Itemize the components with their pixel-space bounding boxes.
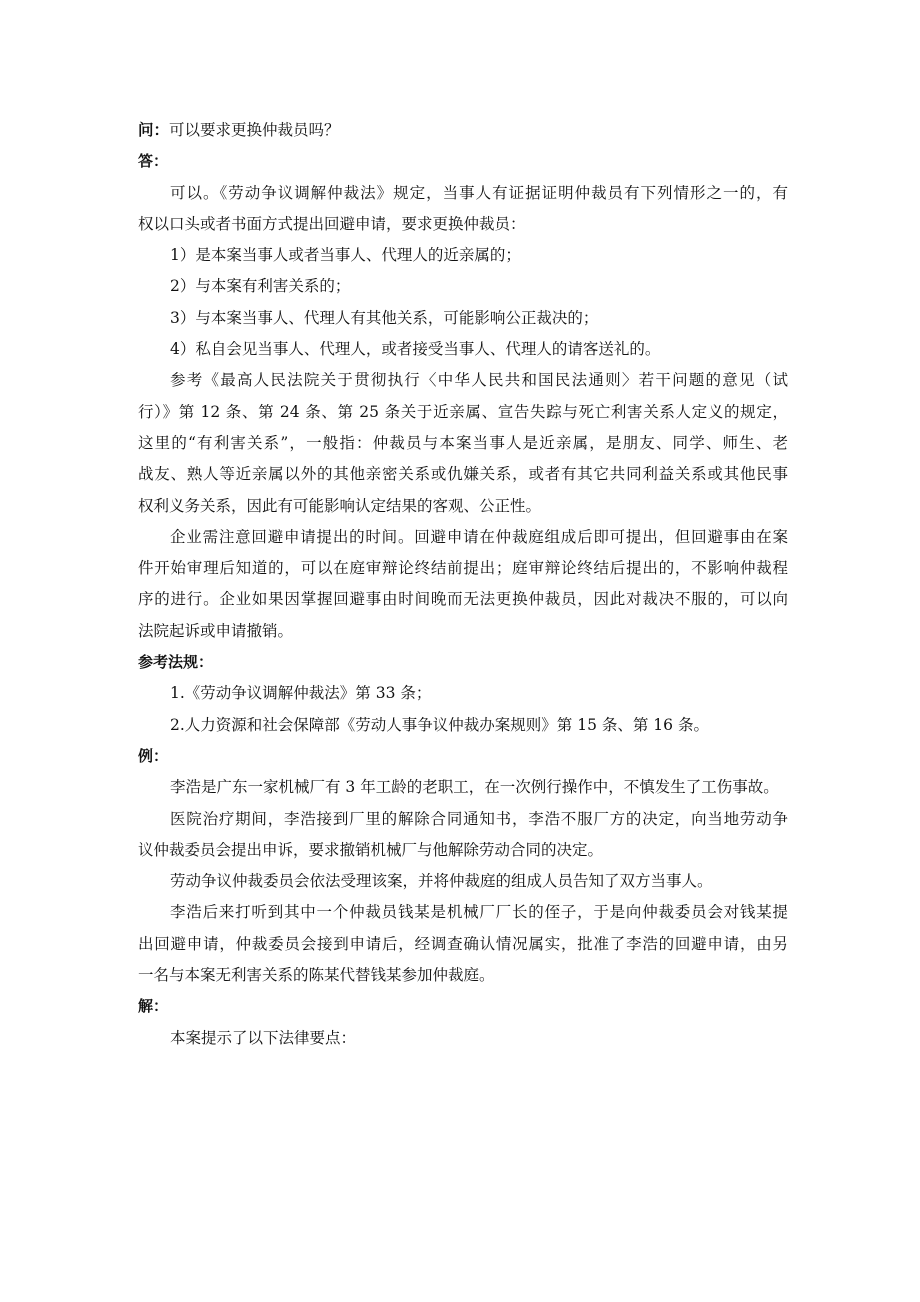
answer-intro-line-1: 可以。《劳动争议调解仲裁法》规定，当事人有证据证明仲裁员有下列情形之一的，有 xyxy=(170,183,788,202)
regulations-label: 参考法规： xyxy=(138,653,214,672)
example-para4-line-3: 一名与本案无利害关系的陈某代替钱某参加仲裁庭。 xyxy=(138,966,495,985)
question-text: 可以要求更换仲裁员吗？ xyxy=(169,121,340,139)
answer-reference-line-4: 战友、熟人等近亲属以外的其他亲密关系或仇嫌关系，或者有其它共同利益关系或其他民事 xyxy=(138,465,788,484)
answer-note-line-2: 件开始审理后知道的，可以在庭审辩论终结前提出；庭审辩论终结后提出的，不影响仲裁程 xyxy=(138,559,788,578)
regulation-item-1: 1.《劳动争议调解仲裁法》第 33 条； xyxy=(170,684,432,703)
answer-item-4: 4）私自会见当事人、代理人，或者接受当事人、代理人的请客送礼的。 xyxy=(170,340,661,359)
example-para2-line-1: 医院治疗期间，李浩接到厂里的解除合同通知书，李浩不服厂方的决定，向当地劳动争 xyxy=(170,809,788,828)
answer-note-line-4: 法院起诉或申请撤销。 xyxy=(138,621,294,640)
answer-label: 答： xyxy=(138,152,169,171)
answer-reference-line-5: 权利义务关系，因此有可能影响认定结果的客观、公正性。 xyxy=(138,496,542,515)
example-para4-line-1: 李浩后来打听到其中一个仲裁员钱某是机械厂厂长的侄子，于是向仲裁委员会对钱某提 xyxy=(170,903,788,922)
example-para4-line-2: 出回避申请，仲裁委员会接到申请后，经调查确认情况属实，批准了李浩的回避申请，由另 xyxy=(138,934,788,953)
answer-reference-line-3: 这里的“有利害关系”，一般指：仲裁员与本案当事人是近亲属，是朋友、同学、师生、老 xyxy=(138,433,788,452)
answer-intro-line-2: 权以口头或者书面方式提出回避申请，要求更换仲裁员： xyxy=(138,214,526,233)
answer-reference-line-2: 行）》第 12 条、第 24 条、第 25 条关于近亲属、宣告失踪与死亡利害关系人定义的规定， xyxy=(138,402,788,421)
answer-note-line-3: 序的进行。企业如果因掌握回避事由时间晚而无法更换仲裁员，因此对裁决不服的，可以向 xyxy=(138,590,788,609)
answer-item-2: 2）与本案有利害关系的； xyxy=(170,277,351,296)
answer-item-3: 3）与本案当事人、代理人有其他关系，可能影响公正裁决的； xyxy=(170,308,599,327)
question-line xyxy=(138,115,788,146)
example-para2-line-2: 议仲裁委员会提出申诉，要求撤销机械厂与他解除劳动合同的决定。 xyxy=(138,840,604,859)
answer-item-1: 1）是本案当事人或者当事人、代理人的近亲属的； xyxy=(170,246,521,265)
example-label: 例： xyxy=(138,746,169,765)
document-body xyxy=(138,115,788,1054)
example-para3-line-1: 劳动争议仲裁委员会依法受理该案，并将仲裁庭的组成人员告知了双方当事人。 xyxy=(170,872,713,891)
regulation-item-2: 2.人力资源和社会保障部《劳动人事争议仲裁办案规则》第 15 条、第 16 条。 xyxy=(170,715,709,734)
example-para1-line-1: 李浩是广东一家机械厂有 3 年工龄的老职工，在一次例行操作中，不慎发生了工伤事故。 xyxy=(170,778,779,797)
question-label: 问： xyxy=(138,121,170,139)
answer-reference-line-1: 参考《最高人民法院关于贯彻执行〈中华人民共和国民法通则〉若干问题的意见（试 xyxy=(170,371,788,390)
solution-text: 本案提示了以下法律要点： xyxy=(170,1028,357,1047)
answer-note-line-1: 企业需注意回避申请提出的时间。回避申请在仲裁庭组成后即可提出，但回避事由在案 xyxy=(170,527,788,546)
solution-label: 解： xyxy=(138,997,169,1016)
